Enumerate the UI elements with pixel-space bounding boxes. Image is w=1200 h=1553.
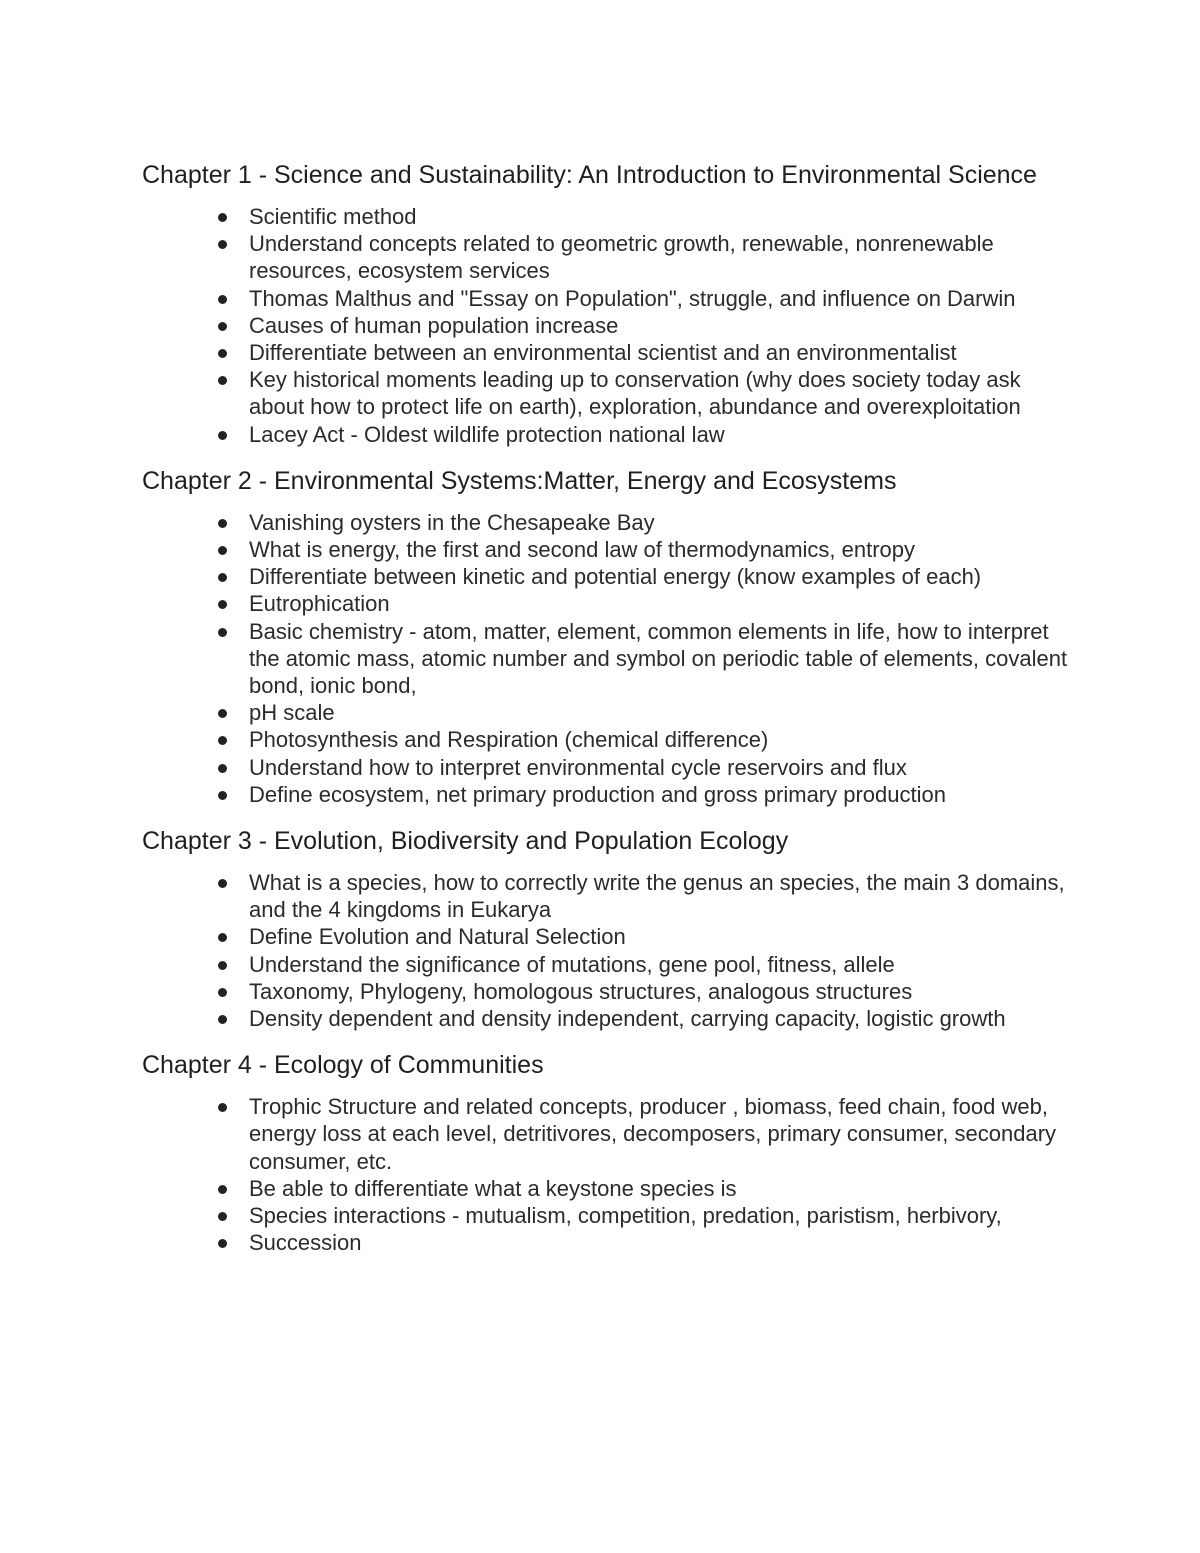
bullet-icon	[218, 213, 227, 222]
list-item-text: Define Evolution and Natural Selection	[249, 924, 626, 950]
list-item	[142, 536, 1072, 563]
list-item	[142, 312, 1072, 339]
bullet-icon	[218, 988, 227, 997]
list-item	[142, 421, 1072, 448]
bullet-icon	[218, 736, 227, 745]
list-item	[142, 563, 1072, 590]
list-item-text: What is a species, how to correctly write the genus an species, the main 3 domains, and the 4 kingdoms in Eukarya	[249, 870, 1065, 923]
topic-list	[142, 203, 1072, 448]
list-item	[142, 781, 1072, 808]
list-item-text: Be able to differentiate what a keystone species is	[249, 1175, 737, 1201]
chapter-title: Chapter 1 - Science and Sustainability: An Introduction to Environmental Science	[142, 161, 1037, 189]
chapter-4	[142, 1050, 1072, 1256]
list-item-text: Define ecosystem, net primary production and gross primary production	[249, 781, 946, 807]
list-item	[142, 1229, 1072, 1256]
list-item-text: Differentiate between kinetic and potential energy (know examples of each)	[249, 564, 982, 590]
bullet-icon	[218, 1185, 227, 1194]
chapter-3	[142, 826, 1072, 1032]
chapter-2	[142, 466, 1072, 808]
list-item	[142, 869, 1072, 923]
list-item-text: Eutrophication	[249, 591, 390, 617]
topic-list	[142, 869, 1072, 1032]
list-item	[142, 509, 1072, 536]
list-item	[142, 203, 1072, 230]
bullet-icon	[218, 295, 227, 304]
list-item	[142, 230, 1072, 284]
topic-list	[142, 509, 1072, 808]
list-item-text: pH scale	[249, 700, 335, 726]
list-item-text: Species interactions - mutualism, competition, predation, paristism, herbivory,	[249, 1203, 1002, 1229]
list-item-text: Differentiate between an environmental scientist and an environmentalist	[249, 340, 957, 366]
list-item-text: Scientific method	[249, 204, 417, 229]
list-item-text: Understand concepts related to geometric growth, renewable, nonrenewable resources, ecosystem services	[249, 231, 994, 284]
list-item-text: Thomas Malthus and "Essay on Population", struggle, and influence on Darwin	[249, 285, 1016, 311]
list-item	[142, 923, 1072, 950]
list-item-text: What is energy, the first and second law of thermodynamics, entropy	[249, 537, 916, 563]
list-item	[142, 1175, 1072, 1202]
bullet-icon	[218, 349, 227, 358]
chapter-title: Chapter 3 - Evolution, Biodiversity and Population Ecology	[142, 827, 789, 856]
list-item	[142, 951, 1072, 978]
bullet-icon	[218, 628, 227, 637]
bullet-icon	[218, 376, 227, 385]
list-item	[142, 366, 1072, 420]
list-item-text: Density dependent and density independent, carrying capacity, logistic growth	[249, 1006, 1006, 1032]
bullet-icon	[218, 546, 227, 555]
list-item-text: Lacey Act - Oldest wildlife protection national law	[249, 421, 725, 447]
list-item-text: Basic chemistry - atom, matter, element, common elements in life, how to interpret the atomic mass, atomic number and symbol on periodic table of elements, covalent bond, ionic bond,	[249, 618, 1068, 699]
list-item-text: Photosynthesis and Respiration (chemical difference)	[249, 727, 769, 753]
list-item-text: Understand how to interpret environmental cycle reservoirs and flux	[249, 754, 907, 780]
bullet-icon	[218, 1015, 227, 1024]
bullet-icon	[218, 961, 227, 970]
list-item	[142, 699, 1072, 726]
list-item	[142, 1093, 1072, 1175]
list-item-text: Succession	[249, 1230, 362, 1256]
bullet-icon	[218, 791, 227, 800]
list-item-text: Understand the significance of mutations, gene pool, fitness, allele	[249, 951, 895, 977]
bullet-icon	[218, 764, 227, 773]
chapter-title: Chapter 4 - Ecology of Communities	[142, 1051, 544, 1080]
document-page	[142, 160, 1072, 1275]
list-item-text: Vanishing oysters in the Chesapeake Bay	[249, 509, 655, 535]
bullet-icon	[218, 431, 227, 440]
list-item	[142, 285, 1072, 312]
bullet-icon	[218, 322, 227, 331]
list-item	[142, 618, 1072, 700]
bullet-icon	[218, 1212, 227, 1221]
bullet-icon	[218, 709, 227, 718]
chapter-title: Chapter 2 - Environmental Systems:Matter, Energy and Ecosystems	[142, 466, 897, 495]
list-item-text: Taxonomy, Phylogeny, homologous structures, analogous structures	[249, 978, 913, 1004]
list-item-text: Trophic Structure and related concepts, producer , biomass, feed chain, food web, energy loss at each level, detritivores, decomposers, primary consumer, secondary consumer, etc.	[249, 1094, 1057, 1174]
bullet-icon	[218, 240, 227, 249]
list-item	[142, 1005, 1072, 1032]
bullet-icon	[218, 600, 227, 609]
bullet-icon	[218, 933, 227, 942]
bullet-icon	[218, 573, 227, 582]
chapter-1	[142, 160, 1072, 448]
list-item	[142, 754, 1072, 781]
bullet-icon	[218, 1103, 227, 1112]
list-item	[142, 726, 1072, 753]
bullet-icon	[218, 519, 227, 528]
topic-list	[142, 1093, 1072, 1256]
list-item	[142, 339, 1072, 366]
list-item	[142, 978, 1072, 1005]
list-item-text: Key historical moments leading up to conservation (why does society today ask about how to protect life on earth), exploration, abundance and overexploitation	[249, 367, 1021, 420]
list-item	[142, 590, 1072, 617]
list-item-text: Causes of human population increase	[249, 312, 619, 338]
list-item	[142, 1202, 1072, 1229]
bullet-icon	[218, 879, 227, 888]
bullet-icon	[218, 1239, 227, 1248]
